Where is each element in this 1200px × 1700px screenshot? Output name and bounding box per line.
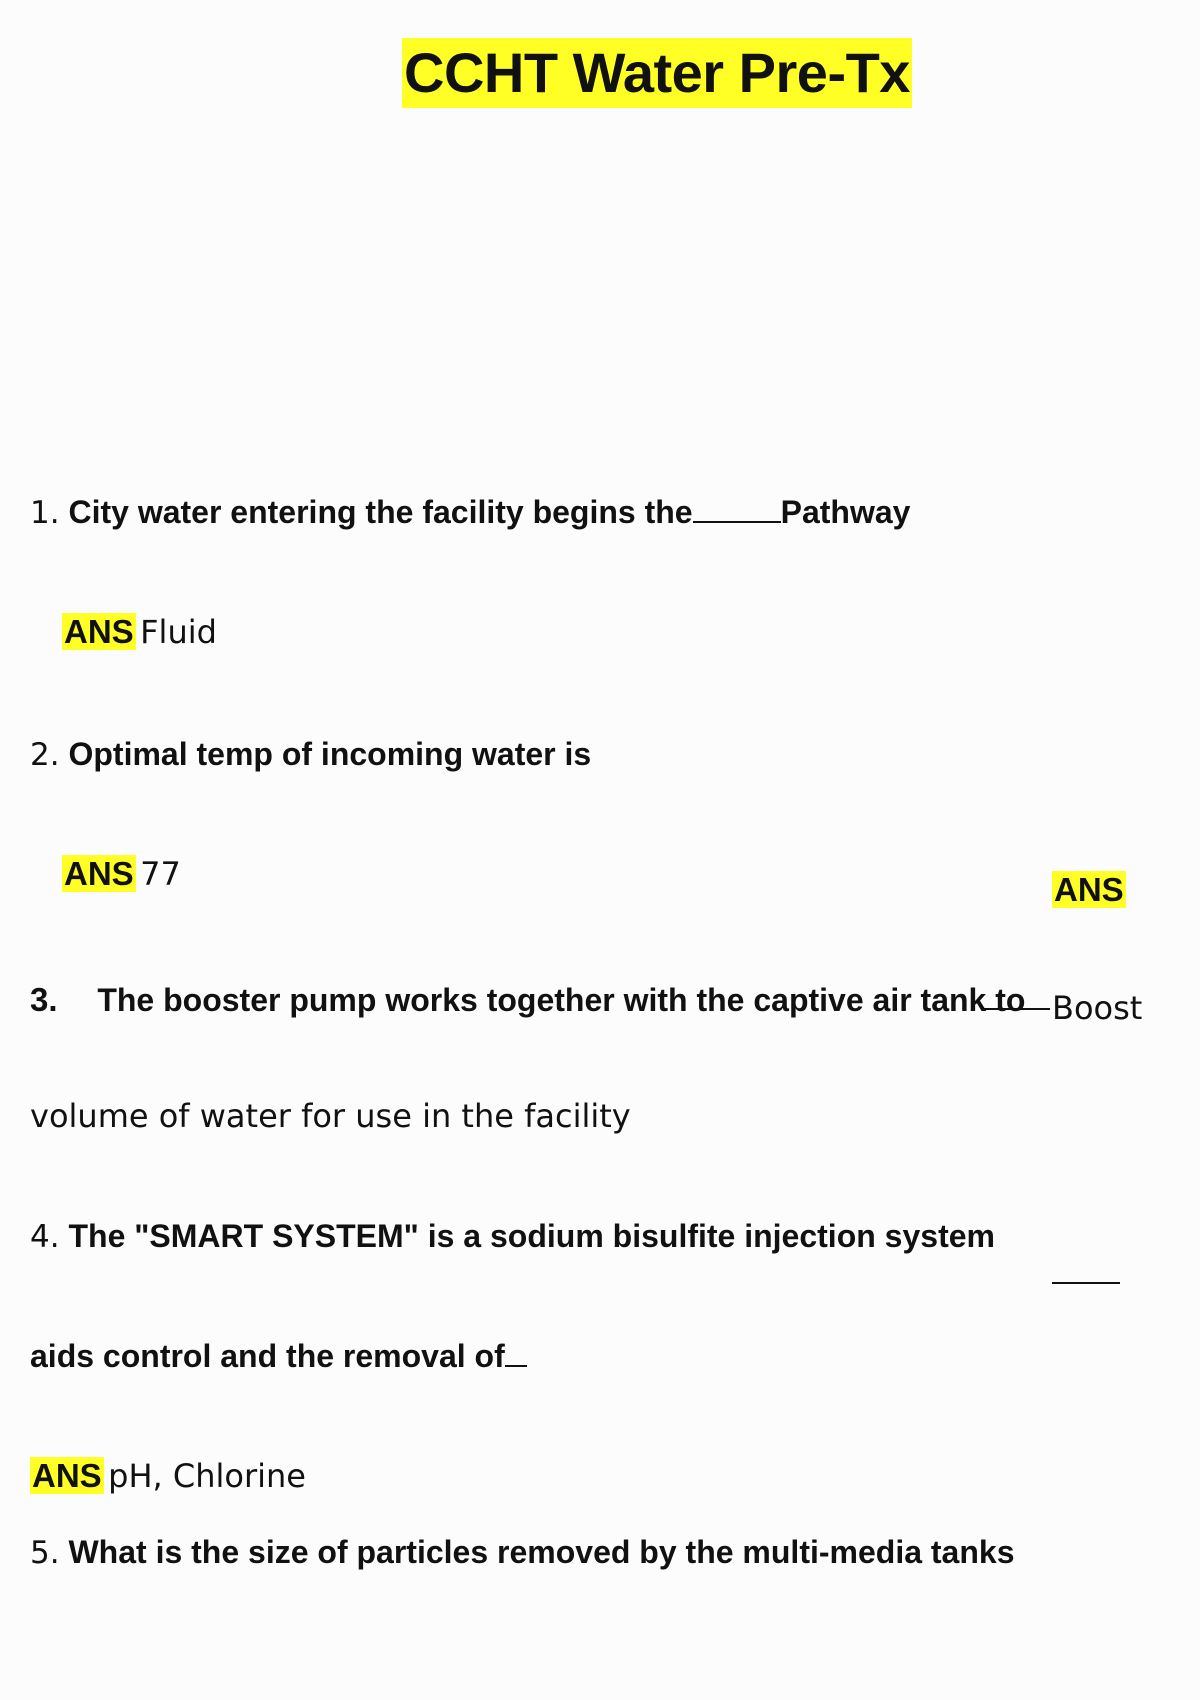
answer-3-tag-box <box>1052 870 1126 917</box>
answer-tag: ANS <box>64 613 134 650</box>
question-1-number: 1. <box>30 495 60 531</box>
question-3-continuation: volume of water for use in the facility <box>30 1097 631 1135</box>
question-2-number: 2. <box>30 737 60 773</box>
answer-tag: ANS <box>64 855 134 892</box>
answer-1-value: Fluid <box>140 613 217 651</box>
question-4-text: The "SMART SYSTEM" is a sodium bisulfite injection system <box>68 1218 995 1254</box>
question-4-continuation <box>30 1336 527 1376</box>
question-3-number: 3. <box>30 981 58 1018</box>
question-1 <box>30 492 910 533</box>
answer-1 <box>62 612 217 659</box>
question-5-number: 5. <box>30 1535 60 1571</box>
question-5-text: What is the size of particles removed by the multi-media tanks <box>68 1534 1015 1570</box>
page-title: CCHT Water Pre-Tx <box>402 38 912 108</box>
question-4-continuation-blank <box>505 1337 527 1367</box>
question-1-text: City water entering the facility begins the <box>68 494 693 530</box>
question-5 <box>30 1532 1014 1573</box>
answer-tag: ANS <box>32 1457 102 1494</box>
question-3-text: The booster pump works together with the captive air tank to <box>97 982 1026 1018</box>
question-4-number: 4. <box>30 1219 60 1255</box>
answer-3-value: Boost <box>1052 989 1143 1027</box>
question-3-blank <box>982 1008 1050 1010</box>
question-2 <box>30 734 591 775</box>
answer-2 <box>62 854 181 901</box>
question-2-text: Optimal temp of incoming water is <box>68 736 592 772</box>
answer-4 <box>30 1456 306 1503</box>
question-4-continuation-text: aids control and the removal of <box>30 1338 505 1374</box>
question-3 <box>30 980 1025 1020</box>
answer-tag: ANS <box>1054 871 1124 908</box>
answer-2-value: 77 <box>140 855 181 893</box>
question-1-text-after: Pathway <box>780 494 911 530</box>
question-1-blank <box>693 493 781 523</box>
question-4 <box>30 1216 995 1257</box>
answer-4-value: pH, Chlorine <box>108 1457 306 1495</box>
question-4-blank <box>1052 1282 1120 1284</box>
